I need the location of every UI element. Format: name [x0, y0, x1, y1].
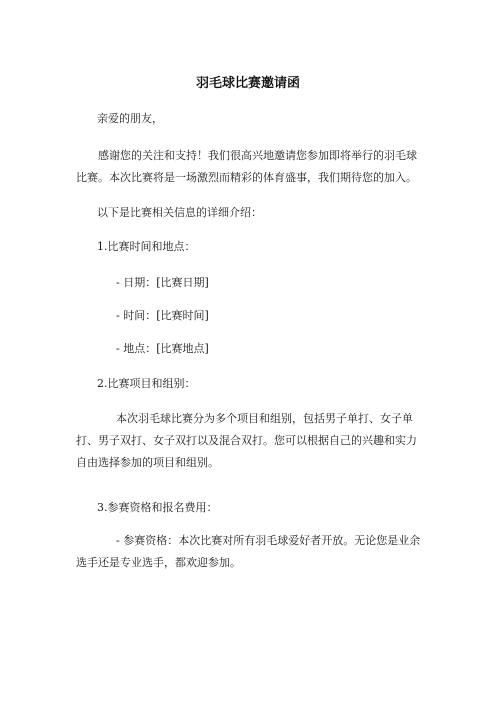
section-1-item-time: - 时间：[比赛时间]	[116, 309, 209, 322]
section-1-item-date: - 日期：[比赛日期]	[116, 276, 209, 289]
salutation: 亲爱的朋友，	[97, 112, 163, 125]
section-2-body: 本次羽毛球比赛分为多个项目和组别，包括男子单打、女子单打、男子双打、女子双打以及混合双打。您可以根据自己的兴趣和实力自由选择参加的项目和组别。	[76, 412, 417, 469]
section-1-item-location: - 地点：[比赛地点]	[116, 342, 209, 355]
opening-paragraph: 感谢您的关注和支持！我们很高兴地邀请您参加即将举行的羽毛球比赛。本次比赛将是一场激烈而精彩的体育盛事，我们期待您的加入。	[76, 149, 417, 184]
intro-line: 以下是比赛相关信息的详细介绍：	[97, 206, 262, 219]
section-3-heading: 3.参赛资格和报名费用：	[97, 501, 218, 514]
section-2-heading: 2.比赛项目和组别：	[97, 377, 196, 390]
section-3-body: - 参赛资格：本次比赛对所有羽毛球爱好者开放。无论您是业余选手还是专业选手，都欢迎参加。	[76, 534, 421, 569]
document-title: 羽毛球比赛邀请函	[195, 76, 300, 91]
section-1-heading: 1.比赛时间和地点：	[97, 240, 196, 253]
